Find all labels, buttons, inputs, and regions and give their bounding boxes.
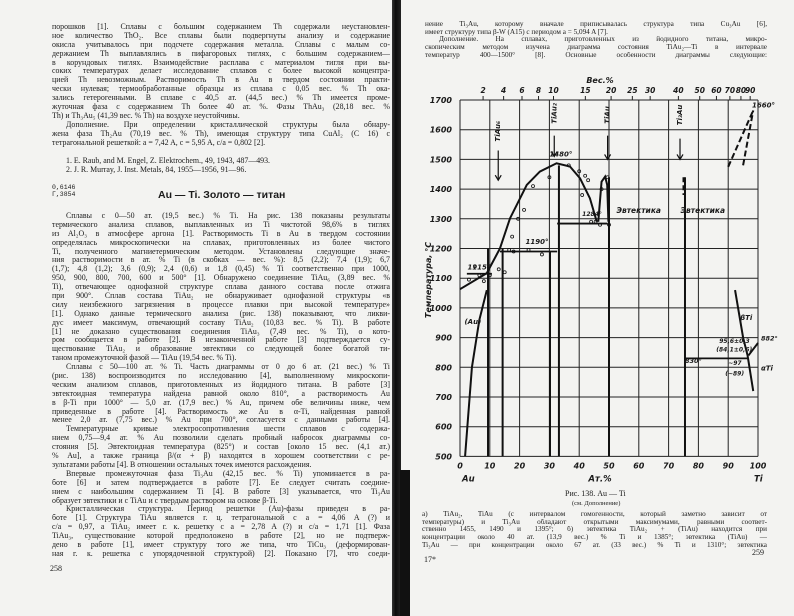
text-line: нение Ti₃Au, которому вначале приписывалась структура типа Cu₃Au [6], [425, 21, 767, 28]
data-point [482, 280, 485, 283]
text-line: таном промежуточной фазой — TiAu (19,54 вес. % Ti). [52, 354, 237, 363]
text-line: Дополнение. На сплавах, приготовленных из йодидного титана, микро- [439, 36, 767, 44]
text-line: ром сообщается в работе [2]. В незаконченной работе [3] подтверждается су- [52, 336, 390, 345]
figure-caption: Рис. 138. Au — Ti [565, 489, 626, 498]
data-point [497, 268, 500, 271]
y-tick-label: 1100 [429, 274, 452, 284]
text-line: при 900°. Сплав состава TiAu₂ не обнаруживает однофазной структуры «в [52, 292, 390, 301]
annotation-t830: 830° [684, 356, 702, 365]
text-line: чески нулевая; термообработанные образцы из сплава с 0,05 вес. % Th ока- [52, 85, 390, 94]
text-line: держанием Th выплавлялись в пифагоровых тиглях, с большим содержанием— [52, 49, 390, 58]
x-tick-label: 50 [603, 461, 615, 471]
top-tick-label: 70 [724, 86, 736, 95]
x-axis-label: Ат.% [588, 474, 612, 485]
top-tick-label: 8 [535, 86, 542, 95]
text-line: Сплавы с 50—100 ат. % Ti. Часть диаграммы от 0 до 6 ат. (21 вес.) % Ti [66, 363, 390, 372]
y-tick-label: 900 [435, 333, 452, 343]
text-line: имеет структуру типа β-W (A15) с периодом a = 5,094 A [7]. [425, 28, 608, 36]
text-line: в β-Ti при 1000° — 5,0 ат. (17,9 вес.) % Au, причем обе величины ниже, чем [52, 398, 390, 407]
page-number-right: 259 [752, 548, 764, 557]
text-line: [1]. Однако данные термического анализа (рис. 138) показывают, что ликви- [52, 309, 390, 318]
x-tick-label: 60 [633, 461, 645, 471]
text-line: из Al₂O₃ в атмосфере аргона [1]. Растворимость Ti в Au в твердом состоянии [52, 229, 390, 238]
text-line: [1] не доказано существования соединения TiAu₃ (7,49 вес. % Ti), о кото- [52, 327, 390, 336]
x-tick-label: 80 [692, 461, 704, 471]
annotation-eutectic2: Эвтектика [680, 205, 726, 215]
text-line: Сплавы с 0—50 ат. (19,5 вес.) % Ti. На рис. 138 показаны результаты [66, 212, 390, 220]
y-axis-label: Температура, °C [424, 241, 433, 319]
text-line: дено в работе [1], имеет структуру того же типа, что TiCu₃ (деформирован- [52, 540, 390, 549]
top-tick-label: 2 [480, 86, 486, 95]
y-tick-label: 700 [435, 393, 452, 402]
ti-liquidus-dashed [728, 110, 753, 166]
annotation-t1284: 1284° [582, 210, 602, 218]
annotation-tiau2: TiAu₂ [550, 103, 559, 124]
text-line: жена фаза Th₂Au (70,19 вес. % Th), имеющая структуру типа CuAl₂ (C 16) с [52, 129, 390, 138]
y-tick-label: 1000 [429, 303, 452, 313]
text-line: образует эвтектики и с TiAu и с твердым раствором на основе β-Ti. [52, 496, 278, 505]
y-tick-label: 1600 [429, 125, 452, 135]
text-line: менее 2,0 ат. (7,75 вес.) % Au при 700°, согласуется с данными работы [4]. [52, 416, 390, 425]
annotation-tiau: TiAu [603, 106, 612, 124]
x-tick-label: 90 [722, 461, 734, 471]
text-line: Ti₃Au — при концентрации около 67 ат. (33 вес.) % Ti и 1310°; эвтектика [422, 541, 767, 549]
y-tick-label: 1200 [429, 244, 452, 254]
text-line: (1,7); 4,8 (1,2); 3,6 (0,9); 2,4 (0,6) и 1,8 (0,45) % Ti соответственно при 1000, [52, 265, 390, 274]
text-line: ния растворимости в ат. % Ti (в скобках — вес. %): 8,5 (2,2); 7,4 (1,9); 6,7 [52, 256, 390, 265]
data-point [584, 174, 587, 177]
top-tick-label: 60 [711, 86, 722, 95]
annotation-tiau6: TiAu₆ [494, 120, 503, 142]
text-line: c/a = 0,97, а TiAu₂ имеет г. к. решетку с a = 2,78 A (?) и c/a = 1,71 [1]. Фаза [52, 523, 390, 532]
y-tick-label: 1500 [429, 155, 452, 165]
text-line: ное количество ThO₂. Все сплавы были подвергнуты анализу и содержание [52, 31, 390, 40]
log-value: Γ,3854 [52, 191, 76, 198]
top-tick-label: 40 [673, 86, 684, 95]
text-line: 1. E. Raub, and M. Engel, Z. Elektrochem., 49, 1943, 487—493. [66, 157, 271, 165]
text-line: ная г. к. решетка с упорядоченной структурой) [2]. Показано [7], что соеди- [52, 549, 390, 558]
text-line: температур 400—1500° [8]. Основные особенности диаграммы следующие: [425, 51, 767, 59]
top-tick-label: 6 [519, 86, 525, 95]
x-tick-label: 100 [749, 461, 767, 471]
text-line: стояния [5]. Эвтектоидная температура (825°) и состав [около 15 вес. (4,1 ат.) [52, 443, 390, 452]
text-line: Th) и Th₃Au₅ (41,39 вес. % Th) на воздухе неустойчивы. [52, 111, 240, 120]
text-line: (рис. 138) воспроизводится по исследованию [4], выполненному микроскопи- [52, 372, 390, 381]
text-line: ственно 1455, 1490 и 1395°; б) эвтектика TiAu₂ + (TiAu) находится при [422, 526, 767, 534]
top-tick-label: 4 [501, 86, 507, 95]
text-line: определялась микроскопически на сплавах, приготовленных из более чистого [52, 238, 390, 247]
annotation-t1660: 1660° [752, 101, 776, 110]
top-tick-label: 50 [694, 86, 705, 95]
x-tick-label: 0 [457, 461, 463, 471]
text-line: ществование TiAu₂ и образование эвтектики со следующей более богатой ти- [52, 345, 390, 354]
x-tick-label: 30 [543, 461, 555, 471]
x-tick-label: 20 [514, 461, 526, 471]
annotation-eutectic1: Эвтектика [616, 205, 661, 215]
data-point [503, 271, 506, 274]
data-point [532, 185, 535, 188]
top-tick-label: 90 [744, 86, 756, 95]
text-line: % Au], а также граница β/(α + β) находятся в хорошем соответствии с ре- [52, 452, 390, 461]
data-point [587, 179, 590, 182]
data-point [523, 208, 526, 211]
text-line: боте [6] и затем подтверждается в работе [7]. Ее следует считать соедине- [52, 478, 390, 487]
signature-mark: 17* [424, 555, 436, 564]
annotation-alpha-ti: αTi [760, 364, 773, 373]
annotation-c2: (84,1±0,6) [716, 346, 753, 354]
y-tick-label: 500 [435, 452, 452, 462]
y-tick-label: 600 [435, 422, 452, 432]
annotation-c3: ~97 [728, 359, 742, 367]
data-point [511, 235, 514, 238]
au-solvus-curve [465, 290, 487, 456]
annotation-c4: (~89) [725, 370, 745, 378]
text-line: боте [1]. Структура TiAu является г. ц. тетрагональной с a = 4,06 A (?) и [52, 514, 390, 523]
y-tick-label: 1700 [429, 96, 452, 105]
top-tick-label: 15 [580, 86, 591, 95]
text-line: окисла учитывалось при подсчете содержания металла. Сплавы с малым со- [52, 40, 390, 49]
x-tick-label: 10 [484, 461, 496, 471]
text-line: нием 0,75—9,4 ат. % Au позволили сделать пробный набросок диаграммы со- [52, 434, 390, 443]
top-tick-label: 20 [605, 86, 617, 95]
text-line: Кристаллическая структура. Период решетки (Au)-фазы приведен в ра- [66, 505, 390, 514]
text-line: зультатами работы [4]. В отношении остальных точек имеются расхождения. [52, 460, 312, 469]
top-tick-label: 80 [735, 86, 747, 95]
text-line: эвтектоидная температура найдена равной около 810°, а растворимость Au [52, 389, 390, 398]
annotation-t882: 882° [760, 334, 778, 343]
text-line: нием с наибольшим содержанием Ti [4]. В работе [3] указывается, что Ti₃Au [52, 487, 390, 496]
annotation-c1: 95,6±0,3 [719, 337, 750, 345]
ti-liquidus-dashed [743, 110, 753, 165]
y-tick-label: 1400 [429, 185, 452, 195]
top-tick-label: 30 [644, 86, 656, 95]
y-tick-label: 1300 [429, 214, 452, 224]
x-tick-label: 70 [663, 461, 675, 471]
text-line: ческим анализом сплавов, приготовленных из йодидного титана. В работе [3] [52, 380, 390, 389]
text-line: а) TiAu₂, TiAu (с интервалом гомогенности, который заметно зависит от [422, 511, 767, 518]
figure-caption-note: (см. Дополнение) [572, 500, 621, 507]
x-tick-label: 40 [573, 461, 585, 471]
annotation-au-phase: (Au) [464, 318, 482, 327]
text-line: скопическим методом изучена диаграмма состояния TiAu₂—Ti в интервале [425, 44, 767, 52]
text-line: порошков [1]. Сплавы с большим содержанием Th содержали неустановлен- [52, 23, 390, 31]
annotation-beta-ti: βTi [740, 313, 753, 322]
text-line: тетрагональной решеткой: a = 7,42 A, c = 5,95 A, c/a = 0,802 [2]. [52, 138, 266, 147]
top-tick-label: 10 [548, 86, 559, 95]
text-line: Ti, полученного магниетермическим методом. Установлены следующие значе- [52, 247, 390, 256]
y-tick-label: 800 [435, 363, 452, 373]
page-number-left: 258 [50, 564, 62, 573]
log-value: 0,6146 [52, 184, 76, 191]
annotation-t1190: 1190° [525, 238, 549, 247]
data-point [540, 253, 543, 256]
text-line: концентрации около 40 ат. (13,9 вес.) % Ti и 1385°; эвтектика (TiAu) — [422, 534, 767, 542]
text-line: силу неизбежного загрязнения в процессе плавки при высокой температуре» [52, 300, 390, 309]
text-line: цией Th невозможным. Растворимость Th в Au в твердом состоянии практи- [52, 76, 390, 85]
text-line: Дополнение. При определении кристаллической структуры была обнару- [66, 120, 390, 129]
text-line: 950, 900, 800, 700, 600 и 500° [1]. Обнаружено соединение TiAu₆ (3,89 вес. % [52, 274, 390, 283]
text-line: Температурные кривые электросопротивления шести сплавов с содержа- [66, 425, 390, 434]
text-line: в корундовых тиглях. Взаимодействие расплава с материалом тигля при вы- [52, 58, 390, 67]
top-tick-label: 25 [627, 86, 638, 95]
text-line: 2. J. R. Murray, J. Inst. Metals, 84, 1955—1956, 91—96. [66, 165, 247, 174]
text-line: жуточная фаза с содержанием Th более 40 ат. %. Фазы ThAu₃ (28,18 вес. % [52, 103, 390, 112]
text-line: Ti), отвечающее однофазной структуре сплава данного состава после отжига [52, 283, 390, 292]
annotation-t1115: 1115° [467, 263, 491, 272]
text-line: соких температурах делает исследование сплавов с более высокой концентра- [52, 67, 390, 76]
x-end-label-ti: Ti [754, 474, 763, 485]
data-point [581, 194, 584, 197]
text-line: термического анализа сплавов, выплавленных из Ti чистотой 98,6% в тиглях [52, 220, 390, 229]
text-line: приведенные в работе [4]. Растворимость же Au в α-Ti, найденная равной [52, 407, 390, 416]
x-end-label-au: Au [462, 474, 475, 485]
top-axis-label: Вес.% [586, 76, 614, 85]
text-line: TiAu₃, существование которой предположено в работе [2], но не подтверж- [52, 532, 390, 541]
text-line: температуры) и Ti₃Au обладают открытыми максимумами, равными соответ- [422, 518, 767, 526]
text-line: дус имеет максимум, отвечающий составу TiAu₂ (10,83 вес. % Ti). В работе [52, 318, 390, 327]
section-title: Au — Ti. Золото — титан [158, 189, 286, 201]
text-line: зались гетерогенными. В сплаве с 40,5 ат. (44,5 вес.) % Th имеется проме- [52, 94, 390, 103]
annotation-t1480: 1480° [549, 150, 573, 159]
annotation-ti3au: Ti₃Au [676, 104, 685, 126]
text-line: Впервые промежуточная фаза Ti₃Au (42,15 вес. % Ti) упоминается в ра- [66, 469, 390, 478]
